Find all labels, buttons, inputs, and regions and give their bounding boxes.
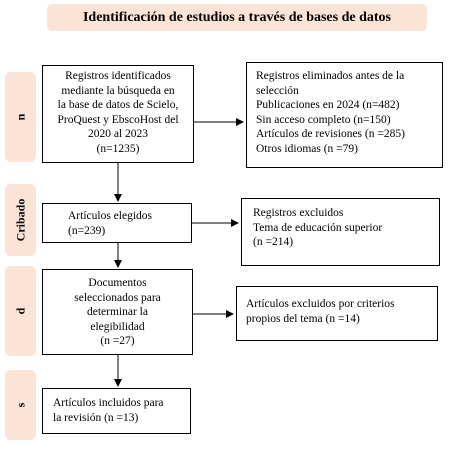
box-text-line: elegibilidad: [90, 320, 145, 333]
stage-label-text: Cribado: [13, 198, 27, 242]
box-text-line: (n=239): [68, 224, 106, 237]
box-text-line: Otros idiomas (n =79): [256, 142, 358, 155]
stage-label-text: d: [13, 307, 27, 315]
box-text-line: Sin acceso completo (n=150): [256, 113, 391, 126]
box-text-line: Artículos incluidos para: [53, 397, 164, 409]
diagram-title: Identificación de estudios a través de bases de datos: [47, 4, 427, 31]
box-text-line: Registros identificados: [65, 70, 171, 82]
box-text-line: Artículos de revisiones (n =285): [256, 128, 405, 140]
box-text-line: determinar la: [87, 306, 148, 318]
box-text-line: la revisión (n =13): [53, 411, 139, 424]
box-text-line: Tema de educación superior: [253, 221, 383, 234]
box-text-line: (n=1235): [96, 142, 140, 155]
box-text-line: Documentos: [88, 277, 147, 289]
box-text-line: 2020 al 2023: [87, 128, 149, 140]
box-text-line: la base de datos de Scielo,: [57, 99, 179, 111]
stage-label-text: s: [13, 402, 27, 408]
box-text-line: propios del tema (n =14): [246, 312, 360, 325]
box-text-line: mediante la búsqueda en: [61, 84, 175, 97]
box-text-line: Artículos elegidos: [68, 210, 152, 222]
box-text-line: (n =214): [253, 236, 294, 248]
box-text-line: selección: [256, 84, 299, 97]
box-text-line: Registros eliminados antes de la: [256, 70, 405, 82]
box-text-line: ProQuest y EbscoHost del: [57, 113, 179, 126]
box-text-line: Artículos excluidos por criterios: [246, 298, 395, 310]
box-text-line: Registros excluidos: [253, 207, 344, 219]
stage-label-text: n: [13, 113, 27, 121]
box-text-line: seleccionados para: [74, 291, 161, 304]
box-text-line: (n =27): [100, 335, 135, 347]
box-text-line: Publicaciones en 2024 (n=482): [256, 99, 400, 111]
